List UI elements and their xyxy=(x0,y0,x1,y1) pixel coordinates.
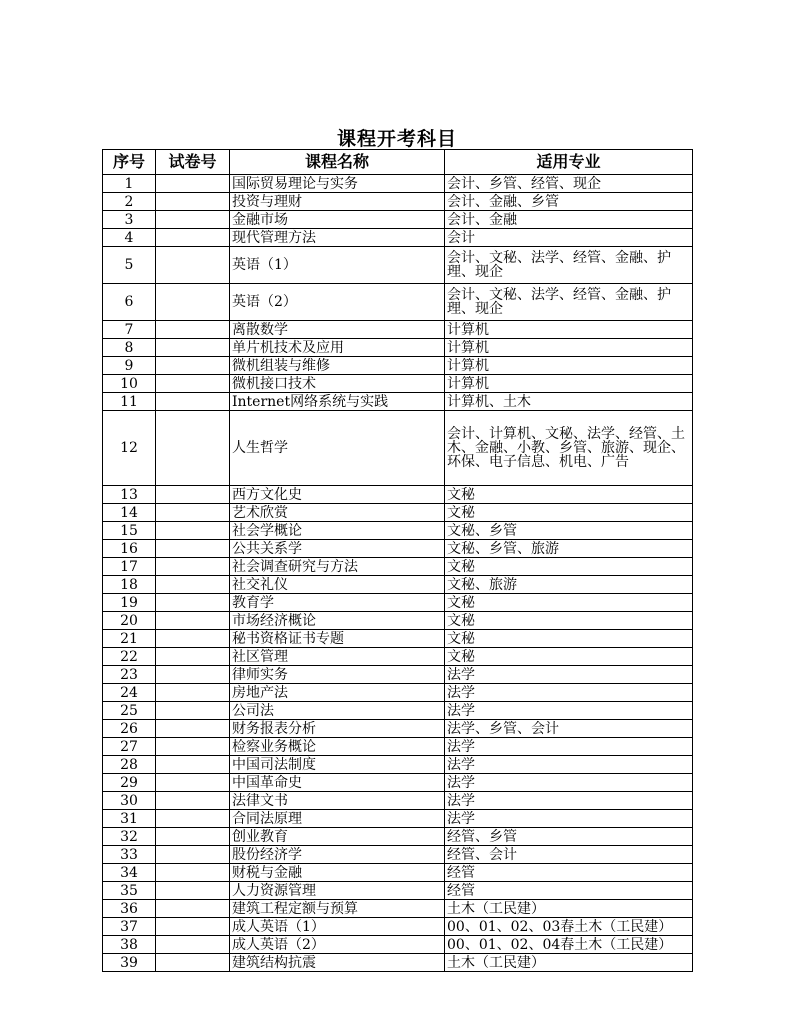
row-course-name: 公司法 xyxy=(230,702,445,720)
table-row xyxy=(103,375,693,393)
row-paper-no xyxy=(156,918,230,936)
row-seq: 34 xyxy=(103,864,156,882)
row-paper-no xyxy=(156,792,230,810)
table-row xyxy=(103,193,693,211)
row-course-name: 股份经济学 xyxy=(230,846,445,864)
row-applicable-major: 法学 xyxy=(445,756,693,774)
row-course-name: 社交礼仪 xyxy=(230,576,445,594)
row-paper-no xyxy=(156,558,230,576)
row-applicable-major: 法学 xyxy=(445,702,693,720)
row-seq: 36 xyxy=(103,900,156,918)
row-course-name: 成人英语（1） xyxy=(230,918,445,936)
row-applicable-major: 会计、金融 xyxy=(445,211,693,229)
row-course-name: 建筑结构抗震 xyxy=(230,954,445,972)
row-applicable-major: 文秘、旅游 xyxy=(445,576,693,594)
row-course-name: 创业教育 xyxy=(230,828,445,846)
row-applicable-major: 经管、会计 xyxy=(445,846,693,864)
row-seq: 25 xyxy=(103,702,156,720)
table-row xyxy=(103,339,693,357)
row-course-name: Internet网络系统与实践 xyxy=(230,393,445,411)
row-seq: 4 xyxy=(103,229,156,247)
row-paper-no xyxy=(156,900,230,918)
row-paper-no xyxy=(156,756,230,774)
row-applicable-major: 法学 xyxy=(445,774,693,792)
row-applicable-major: 会计、金融、乡管 xyxy=(445,193,693,211)
row-seq: 24 xyxy=(103,684,156,702)
row-paper-no xyxy=(156,684,230,702)
row-paper-no xyxy=(156,666,230,684)
table-row xyxy=(103,630,693,648)
table-row xyxy=(103,393,693,411)
table-row xyxy=(103,558,693,576)
row-course-name: 合同法原理 xyxy=(230,810,445,828)
row-paper-no xyxy=(156,284,230,321)
row-applicable-major: 计算机、土木 xyxy=(445,393,693,411)
row-course-name: 人力资源管理 xyxy=(230,882,445,900)
table-row xyxy=(103,211,693,229)
row-paper-no xyxy=(156,393,230,411)
table-row xyxy=(103,666,693,684)
row-course-name: 中国司法制度 xyxy=(230,756,445,774)
row-applicable-major: 文秘 xyxy=(445,504,693,522)
table-row xyxy=(103,594,693,612)
row-applicable-major: 文秘、乡管 xyxy=(445,522,693,540)
table-row xyxy=(103,540,693,558)
row-course-name: 社会调查研究与方法 xyxy=(230,558,445,576)
page-title: 课程开考科目 xyxy=(336,128,457,150)
row-paper-no xyxy=(156,411,230,486)
row-seq: 15 xyxy=(103,522,156,540)
row-course-name: 微机接口技术 xyxy=(230,375,445,393)
table-row xyxy=(103,175,693,193)
row-paper-no xyxy=(156,738,230,756)
row-seq: 7 xyxy=(103,321,156,339)
row-paper-no xyxy=(156,774,230,792)
row-paper-no xyxy=(156,828,230,846)
row-seq: 13 xyxy=(103,486,156,504)
row-course-name: 社会学概论 xyxy=(230,522,445,540)
table-row xyxy=(103,411,693,486)
row-applicable-major: 文秘 xyxy=(445,594,693,612)
row-paper-no xyxy=(156,522,230,540)
row-paper-no xyxy=(156,612,230,630)
header-paper-no: 试卷号 xyxy=(156,150,230,175)
row-course-name: 微机组装与维修 xyxy=(230,357,445,375)
row-applicable-major: 00、01、02、04春土木（工民建） xyxy=(445,936,693,954)
row-paper-no xyxy=(156,846,230,864)
row-applicable-major: 经管 xyxy=(445,864,693,882)
row-course-name: 单片机技术及应用 xyxy=(230,339,445,357)
row-paper-no xyxy=(156,339,230,357)
row-seq: 28 xyxy=(103,756,156,774)
row-paper-no xyxy=(156,882,230,900)
row-course-name: 市场经济概论 xyxy=(230,612,445,630)
row-paper-no xyxy=(156,936,230,954)
row-seq: 10 xyxy=(103,375,156,393)
row-applicable-major: 法学 xyxy=(445,666,693,684)
row-course-name: 人生哲学 xyxy=(230,411,445,486)
row-seq: 20 xyxy=(103,612,156,630)
row-applicable-major: 文秘 xyxy=(445,648,693,666)
row-seq: 31 xyxy=(103,810,156,828)
row-paper-no xyxy=(156,954,230,972)
row-seq: 9 xyxy=(103,357,156,375)
row-seq: 5 xyxy=(103,247,156,284)
row-seq: 37 xyxy=(103,918,156,936)
row-course-name: 教育学 xyxy=(230,594,445,612)
row-paper-no xyxy=(156,357,230,375)
row-course-name: 成人英语（2） xyxy=(230,936,445,954)
row-seq: 35 xyxy=(103,882,156,900)
table-row xyxy=(103,900,693,918)
row-course-name: 财务报表分析 xyxy=(230,720,445,738)
row-seq: 21 xyxy=(103,630,156,648)
row-paper-no xyxy=(156,594,230,612)
row-paper-no xyxy=(156,375,230,393)
row-seq: 3 xyxy=(103,211,156,229)
row-applicable-major: 计算机 xyxy=(445,321,693,339)
table-row xyxy=(103,810,693,828)
row-course-name: 西方文化史 xyxy=(230,486,445,504)
row-course-name: 律师实务 xyxy=(230,666,445,684)
table-row xyxy=(103,284,693,321)
row-paper-no xyxy=(156,810,230,828)
row-applicable-major: 法学 xyxy=(445,792,693,810)
header-seq: 序号 xyxy=(103,150,156,175)
row-seq: 23 xyxy=(103,666,156,684)
row-applicable-major: 文秘 xyxy=(445,612,693,630)
row-seq: 39 xyxy=(103,954,156,972)
row-paper-no xyxy=(156,321,230,339)
row-paper-no xyxy=(156,193,230,211)
row-applicable-major: 计算机 xyxy=(445,357,693,375)
table-row xyxy=(103,522,693,540)
row-course-name: 建筑工程定额与预算 xyxy=(230,900,445,918)
row-paper-no xyxy=(156,576,230,594)
row-paper-no xyxy=(156,211,230,229)
row-applicable-major: 经管 xyxy=(445,882,693,900)
row-seq: 27 xyxy=(103,738,156,756)
table-row xyxy=(103,357,693,375)
table-row xyxy=(103,720,693,738)
table-body xyxy=(103,175,693,972)
row-applicable-major: 计算机 xyxy=(445,375,693,393)
table-row xyxy=(103,738,693,756)
row-course-name: 现代管理方法 xyxy=(230,229,445,247)
table-row xyxy=(103,936,693,954)
table-row xyxy=(103,828,693,846)
row-applicable-major: 文秘 xyxy=(445,558,693,576)
row-course-name: 艺术欣赏 xyxy=(230,504,445,522)
row-applicable-major: 00、01、02、03春土木（工民建） xyxy=(445,918,693,936)
table-row xyxy=(103,229,693,247)
table-row xyxy=(103,864,693,882)
table-row xyxy=(103,576,693,594)
row-seq: 18 xyxy=(103,576,156,594)
row-paper-no xyxy=(156,486,230,504)
row-applicable-major: 法学、乡管、会计 xyxy=(445,720,693,738)
table-row xyxy=(103,702,693,720)
table-row xyxy=(103,648,693,666)
row-course-name: 房地产法 xyxy=(230,684,445,702)
row-seq: 17 xyxy=(103,558,156,576)
row-seq: 38 xyxy=(103,936,156,954)
row-applicable-major: 法学 xyxy=(445,738,693,756)
row-seq: 22 xyxy=(103,648,156,666)
row-applicable-major: 会计、文秘、法学、经管、金融、护理、现企 xyxy=(445,247,693,284)
row-paper-no xyxy=(156,175,230,193)
row-course-name: 投资与理财 xyxy=(230,193,445,211)
table-row xyxy=(103,247,693,284)
table-row xyxy=(103,846,693,864)
row-seq: 33 xyxy=(103,846,156,864)
row-paper-no xyxy=(156,720,230,738)
row-course-name: 国际贸易理论与实务 xyxy=(230,175,445,193)
row-paper-no xyxy=(156,702,230,720)
row-course-name: 英语（1） xyxy=(230,247,445,284)
row-applicable-major: 法学 xyxy=(445,810,693,828)
table-row xyxy=(103,486,693,504)
table-row xyxy=(103,882,693,900)
row-course-name: 公共关系学 xyxy=(230,540,445,558)
table-row xyxy=(103,504,693,522)
row-applicable-major: 文秘 xyxy=(445,630,693,648)
row-seq: 2 xyxy=(103,193,156,211)
row-applicable-major: 法学 xyxy=(445,684,693,702)
row-seq: 32 xyxy=(103,828,156,846)
table-row xyxy=(103,321,693,339)
table-row xyxy=(103,954,693,972)
row-paper-no xyxy=(156,504,230,522)
row-applicable-major: 土木（工民建） xyxy=(445,954,693,972)
table-row xyxy=(103,756,693,774)
table-row xyxy=(103,612,693,630)
course-table xyxy=(102,149,693,972)
row-paper-no xyxy=(156,229,230,247)
row-course-name: 中国革命史 xyxy=(230,774,445,792)
table-row xyxy=(103,774,693,792)
row-applicable-major: 经管、乡管 xyxy=(445,828,693,846)
row-paper-no xyxy=(156,630,230,648)
row-course-name: 英语（2） xyxy=(230,284,445,321)
row-applicable-major: 会计、文秘、法学、经管、金融、护理、现企 xyxy=(445,284,693,321)
row-seq: 30 xyxy=(103,792,156,810)
row-applicable-major: 土木（工民建） xyxy=(445,900,693,918)
row-seq: 29 xyxy=(103,774,156,792)
row-applicable-major: 文秘 xyxy=(445,486,693,504)
row-course-name: 金融市场 xyxy=(230,211,445,229)
row-seq: 14 xyxy=(103,504,156,522)
header-row xyxy=(103,150,693,175)
row-seq: 1 xyxy=(103,175,156,193)
row-course-name: 社区管理 xyxy=(230,648,445,666)
table-row xyxy=(103,684,693,702)
table-row xyxy=(103,792,693,810)
row-course-name: 秘书资格证书专题 xyxy=(230,630,445,648)
table-row xyxy=(103,918,693,936)
row-course-name: 离散数学 xyxy=(230,321,445,339)
row-paper-no xyxy=(156,540,230,558)
row-applicable-major: 会计、乡管、经管、现企 xyxy=(445,175,693,193)
row-course-name: 检察业务概论 xyxy=(230,738,445,756)
row-seq: 8 xyxy=(103,339,156,357)
row-seq: 19 xyxy=(103,594,156,612)
row-seq: 16 xyxy=(103,540,156,558)
row-applicable-major: 会计 xyxy=(445,229,693,247)
row-applicable-major: 计算机 xyxy=(445,339,693,357)
row-course-name: 法律文书 xyxy=(230,792,445,810)
row-applicable-major: 文秘、乡管、旅游 xyxy=(445,540,693,558)
row-paper-no xyxy=(156,864,230,882)
row-seq: 26 xyxy=(103,720,156,738)
row-seq: 12 xyxy=(103,411,156,486)
row-seq: 6 xyxy=(103,284,156,321)
row-paper-no xyxy=(156,247,230,284)
row-seq: 11 xyxy=(103,393,156,411)
header-course-name: 课程名称 xyxy=(230,150,445,175)
header-applicable-major: 适用专业 xyxy=(445,150,693,175)
row-course-name: 财税与金融 xyxy=(230,864,445,882)
row-applicable-major: 会计、计算机、文秘、法学、经管、土木、金融、小教、乡管、旅游、现企、环保、电子信息、机电、广告 xyxy=(445,411,693,486)
row-paper-no xyxy=(156,648,230,666)
